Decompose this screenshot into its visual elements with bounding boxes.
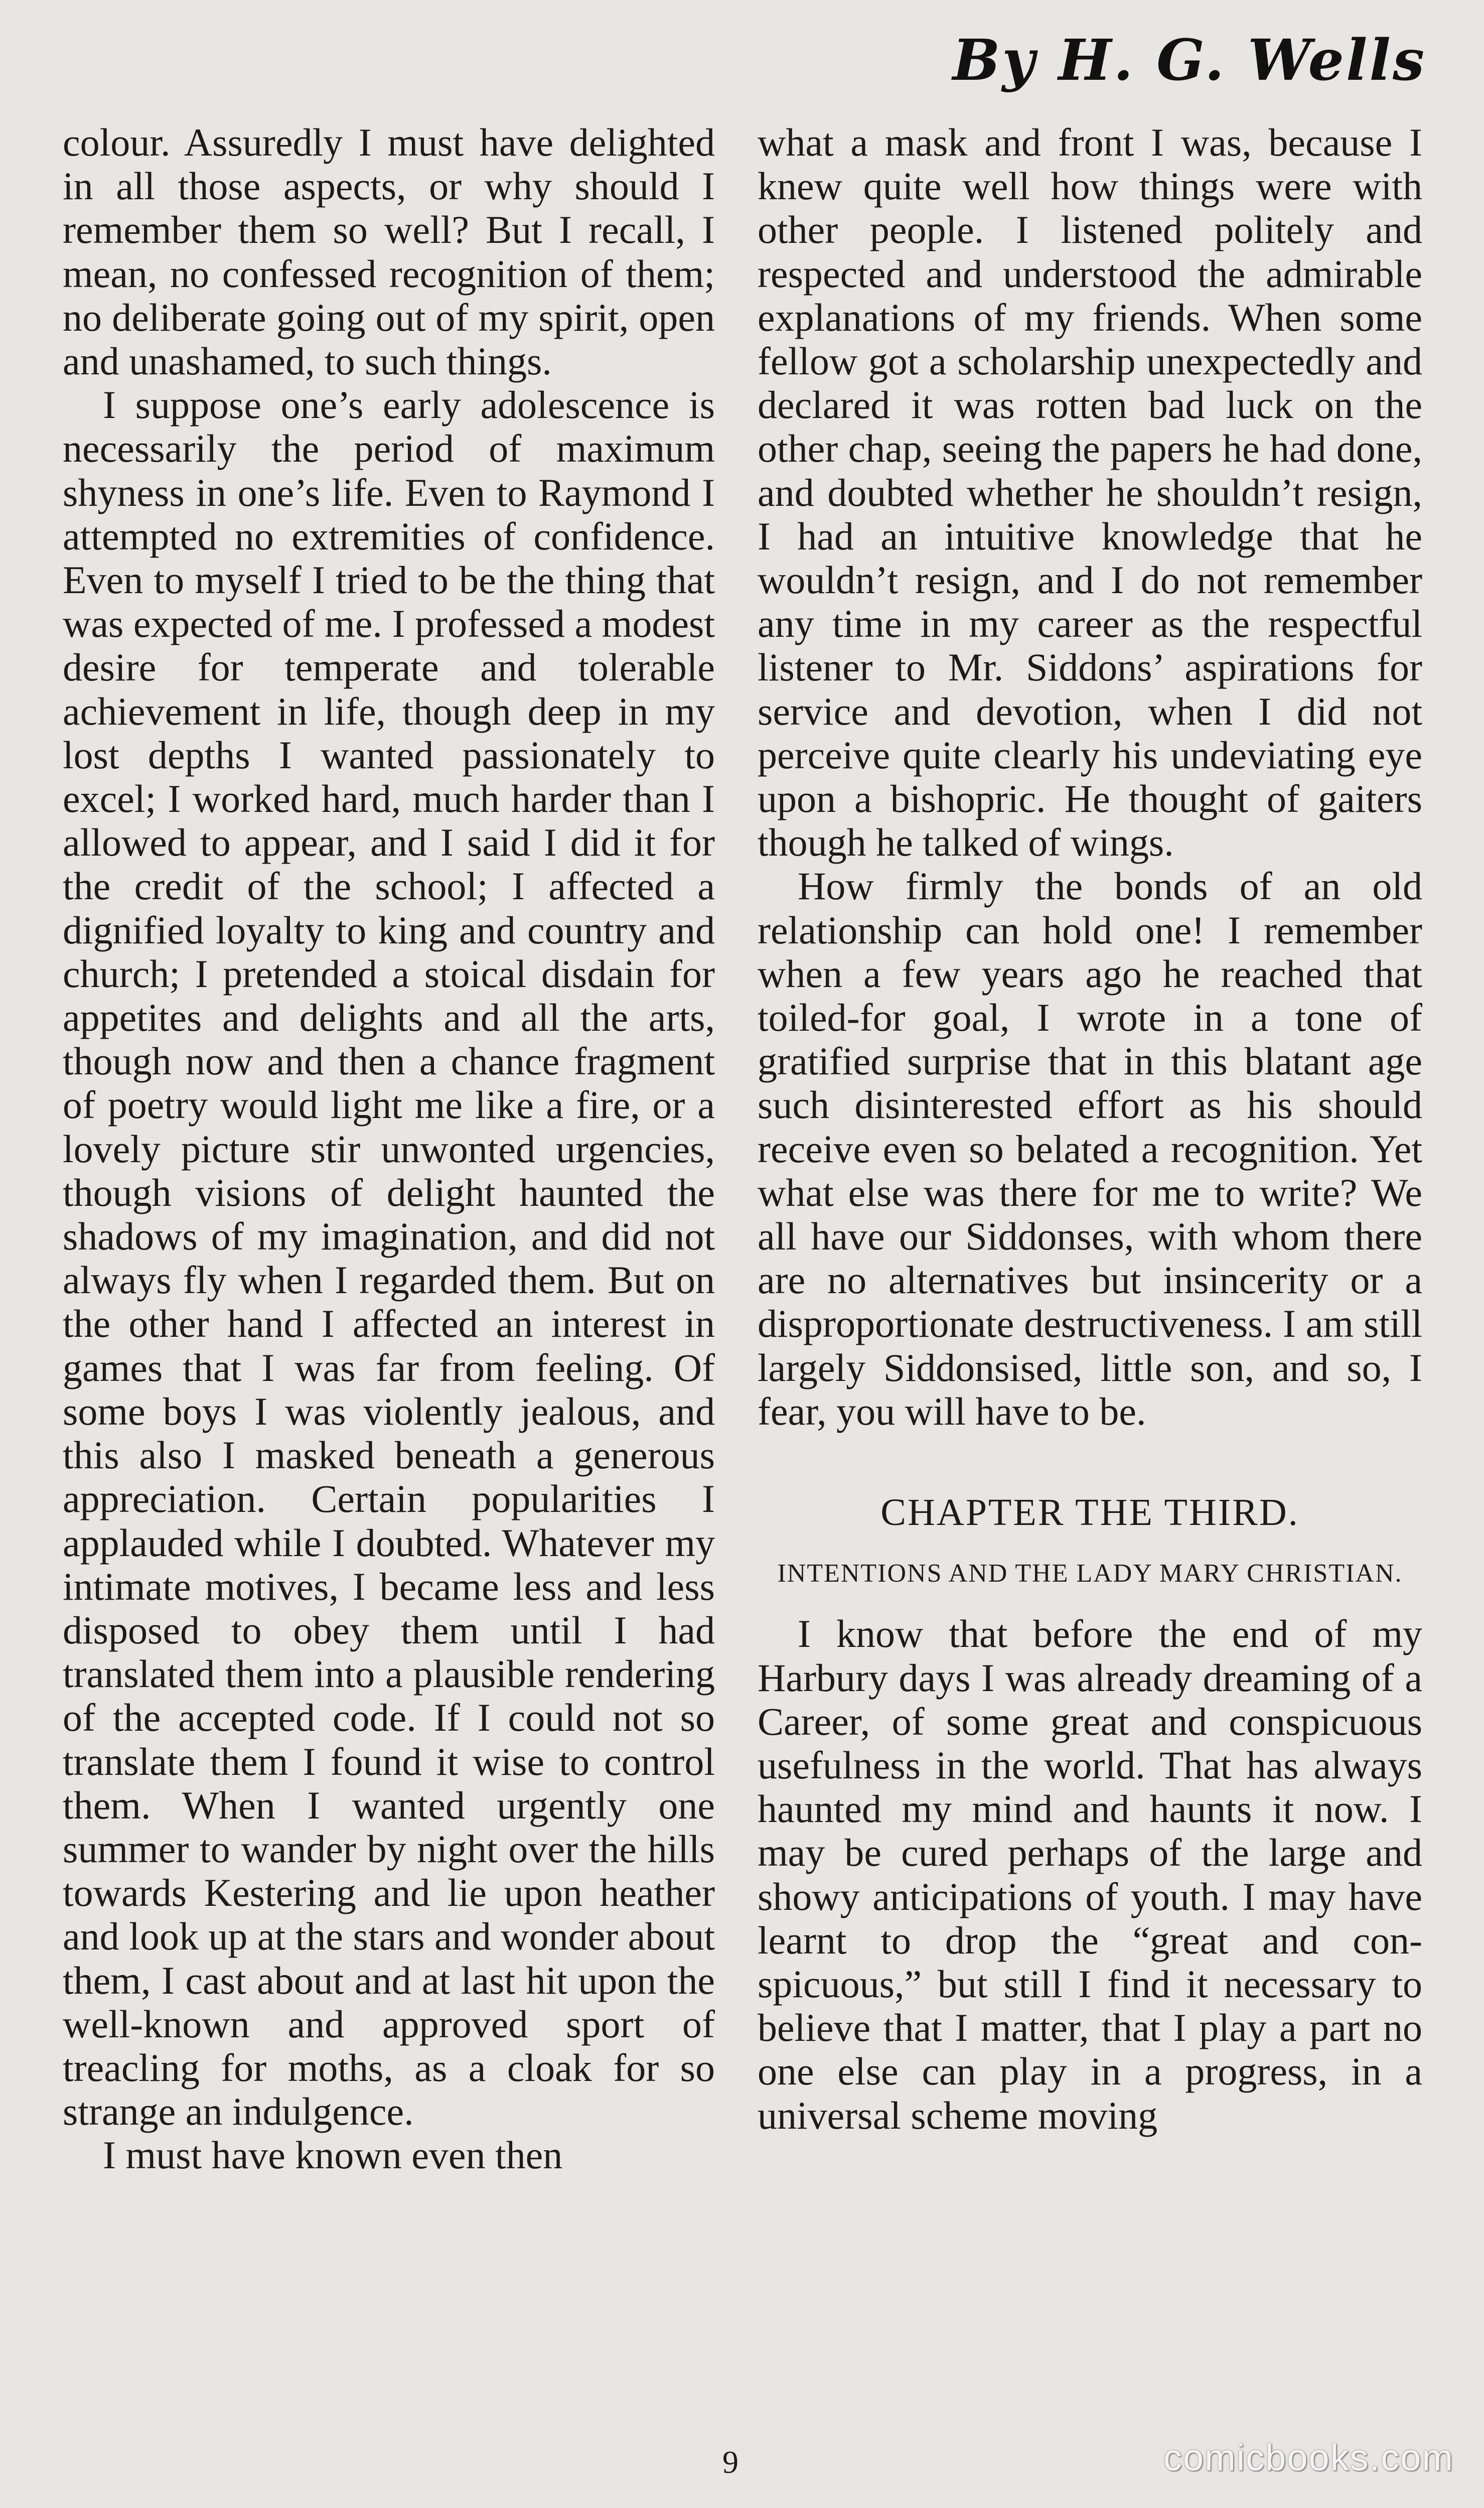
paragraph: I must have known even then — [103, 2133, 563, 2177]
paragraph: what a mask and front I was, because I knew quite well how things were with other people. I listened politely and respected and understood the admirable explanations of my friends. When some fellow got a scholarship unexpectedly and declared it was rotten bad luck on the other chap, seeing the papers he had done, and doubted whether he shouldn’t resign, I had an intuitive knowledge that he wouldn’t resign, and I do not remember any time in my career as the respectful listener to Mr. Siddons’ aspirations for service and devotion, when I did not perceive quite clearly his undeviating eye upon a bishopric. He thought of gaiters though he talked of wings. — [758, 120, 1422, 865]
paragraph: I know that before the end of my Harbury days I was already dreaming of a Career, of some great and conspicuous usefulness in the world. That has always haunted my mind and haunts it now. I may be cured perhaps of the large and showy anticipations of youth. I may have learnt to drop the “great and conspicuous,” but still I find it necessary to believe that I matter, that I play a part no one else can play in a progress, in a universal scheme moving — [758, 1612, 1422, 2137]
byline-header: By H. G. Wells — [952, 28, 1426, 93]
paragraph: How firmly the bonds of an old relationship can hold one! I remember when a few years ago he reached that toiled-for goal, I wrote in a tone of gratified surprise that in this blatant age such disinterested effort as his should receive even so belated a recognition. Yet what else was there for me to write? We all have our Siddonses, with whom there are no alternatives but insincerity or a disproportionate destructiveness. I am still largely Siddonsised, little son, and so, I fear, you will have to be. — [758, 864, 1422, 1433]
paragraph: colour. Assuredly I must have delighted in all those aspects, or why should I remember them so well? But I recall, I mean, no confessed recognition of them; no deliberate going out of my spirit, open and unashamed, to such things. — [63, 120, 715, 383]
chapter-title: CHAPTER THE THIRD. — [880, 1491, 1299, 1534]
paragraph: I suppose one’s early adolescence is necessarily the period of maximum shyness in one’s life. Even to Raymond I attempted no extremities of confidence. Even to myself I tried to be the thing that was expected of me. I professed a modest desire for temperate and tolerable achievement in life, though deep in my lost depths I wanted passionately to excel; I worked hard, much harder than I allowed to appear, and I said I did it for the credit of the school; I affected a dignified loyalty to king and country and church; I pretended a stoical disdain for appetites and delights and all the arts, though now and then a chance fragment of poetry would light me like a fire, or a lovely picture stir unwonted urgencies, though visions of delight haunted the shadows of my imagination, and did not always fly when I regarded them. But on the other hand I affected an interest in games that I was far from feeling. Of some boys I was violently jealous, and this also I masked beneath a generous appreciation. Certain popularities I applauded while I doubted. Whatever my intimate motives, I became less and less disposed to obey them until I had translated them into a plausible rendering of the accepted code. If I could not so translate them I found it wise to control them. When I wanted urgently one summer to wander by night over the hills towards Kestering and lie upon heather and look up at the stars and wonder about them, I cast about and at last hit upon the well-known and approved sport of treacling for moths, as a cloak for so strange an indulgence. — [63, 383, 715, 2134]
right-column — [758, 120, 1422, 2137]
chapter-subtitle: INTENTIONS AND THE LADY MARY CHRISTIAN. — [777, 1559, 1403, 1588]
watermark-logo: comicbooks.com — [1163, 2437, 1454, 2478]
left-column — [63, 120, 715, 2177]
page-number: 9 — [722, 2444, 738, 2480]
